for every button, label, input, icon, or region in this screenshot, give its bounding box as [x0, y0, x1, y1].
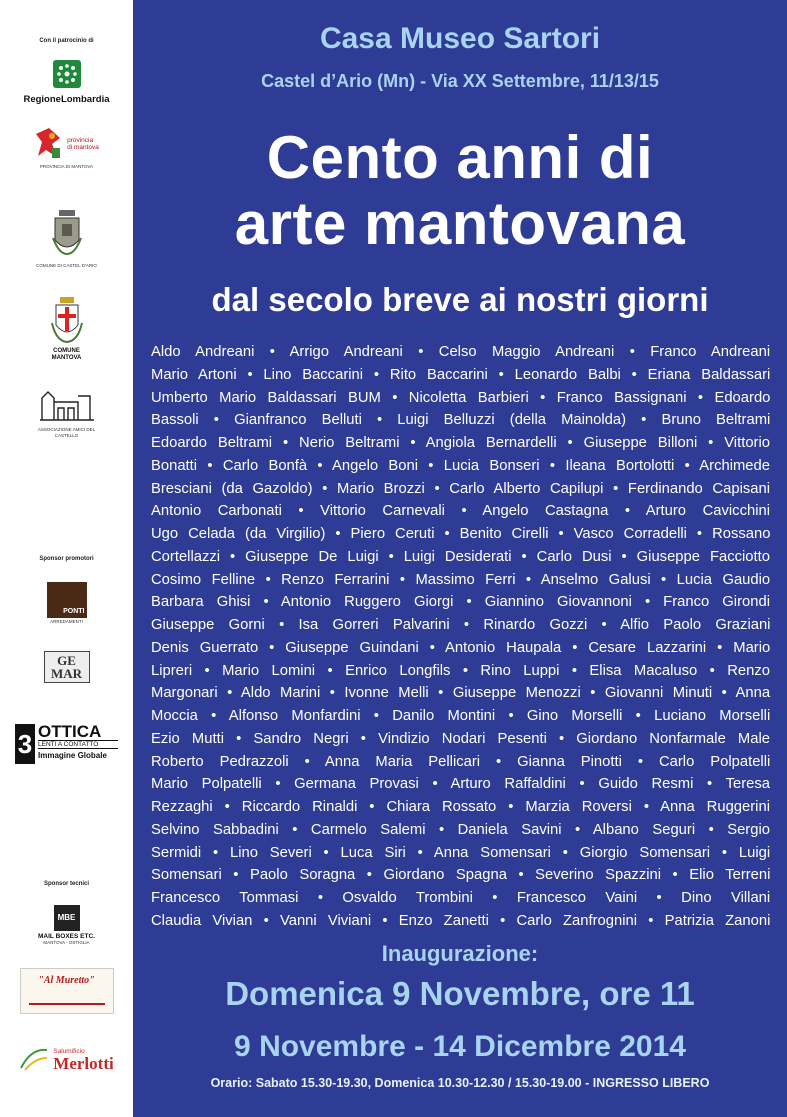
comune-mantova-2: MANTOVA — [51, 354, 82, 361]
castle-sketch-icon — [38, 388, 96, 422]
associazione-caption: ASSOCIAZIONE AMICI DEL CASTELLO — [37, 427, 96, 438]
mbe-sub: MANTOVA - OSTIGLIA — [43, 940, 90, 945]
associazione-logo — [0, 388, 133, 438]
artists-line: Claudia Vivian • Vanni Viviani • Enzo Zanetti • Carlo Zanfrognini • Patrizia Zanoni — [151, 912, 771, 929]
sponsor-promotori-label: Sponsor promotori — [39, 556, 94, 562]
artists-line: Sermidi • Lino Severi • Luca Siri • Anna Somensari • Giorgio Somensari • Luigi — [151, 844, 771, 861]
regione-lombardia-text: RegioneLombardia — [23, 94, 110, 105]
comune-castel-dario-logo — [0, 208, 133, 268]
exhibition-period: 9 Novembre - 14 Dicembre 2014 — [234, 1030, 686, 1063]
ottica-title: OTTICA — [38, 722, 102, 741]
comune-castel-caption: COMUNE DI CASTEL D'ARIO — [36, 263, 97, 268]
artists-line: Bonatti • Carlo Bonfà • Angelo Boni • Lucia Bonseri • Ileana Bortolotti • Archimede — [151, 457, 770, 474]
exhibition-subtitle: dal secolo breve ai nostri giorni — [211, 281, 709, 318]
regione-lombardia-logo — [0, 60, 133, 105]
artists-line: Somensari • Paolo Soragna • Giordano Spagna • Severino Spazzini • Elio Terreni — [151, 867, 771, 884]
title-line-2: arte mantovana — [234, 190, 686, 257]
patrocinio-label: Con il patrocinio di — [39, 38, 94, 44]
leaf-swoosh-icon — [19, 1044, 49, 1072]
merlotti-logo — [0, 1044, 133, 1072]
salumificio-text: Salumificio — [53, 1048, 85, 1055]
ponti-text: PONTI — [63, 608, 85, 615]
mantova-shield-icon — [50, 297, 84, 343]
artists-line: Aldo Andreani • Arrigo Andreani • Celso Maggio Andreani • Franco Andreani — [151, 344, 771, 360]
artists-line: Moccia • Alfonso Monfardini • Danilo Montini • Gino Morselli • Luciano Morselli — [151, 708, 771, 724]
trattoria-logo — [0, 968, 133, 1014]
inaugurazione-date: Domenica 9 Novembre, ore 11 — [225, 975, 695, 1012]
mbe-logo — [0, 905, 133, 945]
merlotti-text: Merlotti — [53, 1054, 114, 1073]
venue-address: Castel d’Ario (Mn) - Via XX Settembre, 11/13/15 — [261, 71, 659, 91]
comune-mantova-logo — [0, 297, 133, 361]
exhibition-title — [133, 125, 787, 257]
provincia-caption: PROVINCIA DI MANTOVA — [39, 164, 94, 169]
artists-line: Lipreri • Mario Lomini • Enrico Longfils • Rino Luppi • Elisa Macaluso • Renzo — [151, 662, 770, 679]
provincia-bottom: di mantova — [67, 144, 99, 151]
artists-line: Roberto Pedrazzoli • Anna Maria Pellicari • Gianna Pinotti • Carlo Polpatelli — [151, 753, 771, 770]
artists-line: Umberto Mario Baldassari BUM • Nicoletta Barbieri • Franco Bassignani • Edoardo — [151, 389, 771, 406]
coat-of-arms-icon — [51, 208, 83, 258]
artists-line: Bresciani (da Gazoldo) • Mario Brozzi • Carlo Alberto Capilupi • Ferdinando Capisani — [151, 480, 770, 497]
artists-line: Barbara Ghisi • Antonio Ruggero Giorgi • Giannino Giovannoni • Franco Girondi — [151, 594, 770, 611]
mbe-text: MAIL BOXES ETC. — [38, 933, 95, 940]
trattoria-name: "Al Muretto" — [38, 975, 95, 986]
artists-line: Giuseppe Gorni • Isa Gorreri Palvarini • Rinardo Gozzi • Alfio Paolo Graziani — [151, 617, 771, 633]
provincia-top: provincia — [67, 137, 94, 144]
opening-hours: Orario: Sabato 15.30-19.30, Domenica 10.30-12.30 / 15.30-19.00 - INGRESSO LIBERO — [210, 1076, 710, 1090]
artists-line: Denis Guerrato • Giuseppe Guindani • Antonio Haupala • Cesare Lazzarini • Mario — [151, 639, 771, 656]
provincia-emblem-icon — [34, 124, 64, 164]
mbe-mark-icon: MBE — [54, 905, 80, 931]
ottica-sub: LENTI A CONTATTO — [38, 740, 118, 749]
ponti-logo — [0, 582, 133, 624]
artists-line: Cortellazzi • Giuseppe De Luigi • Luigi Desiderati • Carlo Dusi • Giuseppe Facciotto — [151, 548, 770, 565]
ponti-sub: ARREDAMENTI — [50, 619, 83, 624]
rosa-camuna-icon — [53, 60, 81, 88]
artists-list — [151, 341, 770, 933]
artists-line: Edoardo Beltrami • Nerio Beltrami • Angiola Bernardelli • Giuseppe Billoni • Vittorio — [151, 435, 770, 451]
artists-line: Margonari • Aldo Marini • Ivonne Melli • Giuseppe Menozzi • Giovanni Minuti • Anna — [151, 685, 771, 702]
artists-line: Mario Polpatelli • Germana Provasi • Arturo Raffaldini • Guido Resmi • Teresa — [151, 776, 770, 793]
gemar-2: MAR — [50, 666, 83, 681]
poster-main — [133, 0, 787, 1117]
artists-line: Francesco Tommasi • Osvaldo Trombini • Francesco Vaini • Dino Villani — [151, 890, 771, 906]
artists-line: Antonio Carbonati • Vittorio Carnevali • Angelo Castagna • Arturo Cavicchini — [151, 503, 770, 520]
ottica-logo — [0, 724, 133, 764]
venue-title: Casa Museo Sartori — [319, 22, 601, 55]
gemar-logo — [0, 651, 133, 683]
artists-line: Ezio Mutti • Sandro Negri • Vindizio Nodari Pesenti • Giordano Nonfarmale Male — [151, 730, 770, 747]
artists-line: Mario Artoni • Lino Baccarini • Rito Baccarini • Leonardo Balbi • Eriana Baldassari — [151, 366, 771, 383]
gemar-1: GE — [57, 653, 76, 668]
comune-mantova-1: COMUNE — [53, 348, 80, 354]
artists-line: Cosimo Felline • Renzo Ferrarini • Massimo Ferri • Anselmo Galusi • Lucia Gaudio — [151, 571, 771, 588]
title-line-1: Cento anni di — [266, 124, 654, 191]
artists-line: Ugo Celada (da Virgilio) • Piero Ceruti • Benito Cirelli • Vasco Corradelli • Rossano — [151, 526, 771, 542]
ponti-mark — [47, 582, 87, 618]
sponsor-tecnici-label: Sponsor tecnici — [43, 881, 89, 887]
ottica-number-icon: 3 — [15, 724, 35, 764]
inaugurazione-label: Inaugurazione: — [381, 941, 539, 966]
artists-line: Selvino Sabbadini • Carmelo Salemi • Daniela Savini • Albano Seguri • Sergio — [151, 821, 770, 838]
artists-line: Rezzaghi • Riccardo Rinaldi • Chiara Rossato • Marzia Roversi • Anna Ruggerini — [151, 799, 770, 815]
ottica-brand: Immagine Globale — [38, 751, 107, 760]
provincia-mantova-logo — [0, 124, 133, 169]
artists-line: Bassoli • Gianfranco Belluti • Luigi Belluzzi (della Mainolda) • Bruno Beltrami — [151, 412, 771, 429]
sponsor-sidebar — [0, 0, 133, 1117]
